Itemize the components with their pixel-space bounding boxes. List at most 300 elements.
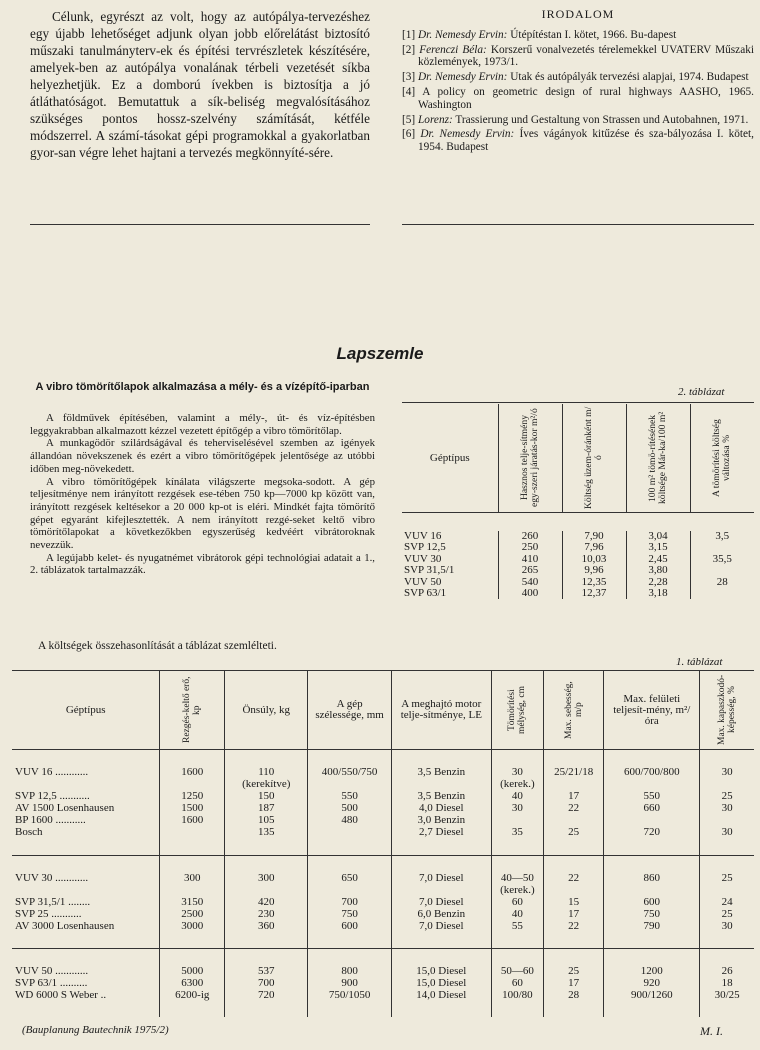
table1-row — [12, 965, 754, 977]
table1-cell-line: 900/1260 — [631, 989, 673, 1002]
table1-cell — [491, 965, 543, 977]
table1-cell — [391, 977, 491, 989]
table1-cell — [391, 989, 491, 1001]
table1-cell-line: 17 — [568, 977, 580, 990]
table1-cell-line: 480 — [341, 814, 358, 827]
article-paragraph: A földművek építésében, valamint a mély-, út- és víz-építésben leggyakrabban alkalmazott kézzel vezetett építőgép a vibro tömörítőlap. — [30, 412, 375, 437]
table1-cell — [12, 977, 160, 989]
table2-cell: 3,15 — [626, 542, 690, 553]
intro-paragraph: Célunk, egyrészt az volt, hogy az autópálya-tervezéshez egy újabb lehetőséget adjunk olyan jobb előrelátást biztosító műszaki tanulmányterv-ek és építési tervrészletek készítésére, amelyek-ben az autópálya vonalának térbeli vezetését síkba helyezhetjük. Ez a domború ívekben is biztosítja a jó átláthatóságot. Bemutattuk a sík-beliség megvalósításához szükséges pontos hossz-szelvény számítását, kétféle módszerrel. A számí-tásokat gépi programokkal a gyakorlatban gyor-san végre lehet hajtani a tervezés megkönnyíté-sére. — [30, 9, 370, 160]
ref-text: A policy on geometric design of rural highways AASHO, 1965. Washington — [418, 85, 754, 111]
table1-cell — [12, 920, 160, 932]
table1-cell — [491, 872, 543, 896]
table1-cell — [225, 766, 308, 790]
table1-cell — [391, 766, 491, 790]
table1-header-text: Tömörítési mélység, cm — [507, 686, 528, 735]
ref-text: Korszerű vonalvezetés térelemekkel UVATERV Műszaki közlemények, 1973/1. — [418, 43, 754, 69]
table1-cell — [12, 814, 160, 826]
table1-cell-line: (kerek.) — [500, 778, 535, 791]
table1-cell — [391, 896, 491, 908]
table1-cell-line: 105 — [258, 814, 275, 827]
table1-cell — [604, 965, 700, 977]
table1-cell-line: 24 — [721, 895, 733, 908]
table1-cell-line: 750 — [643, 907, 661, 920]
table1-cell — [543, 802, 603, 814]
table2-cell: 7,96 — [562, 542, 626, 553]
table1-cell — [308, 965, 391, 977]
table1-cell-line: 700 — [341, 895, 358, 908]
table2-cell: 3,80 — [626, 565, 690, 576]
table1-cell-line: 150 — [258, 790, 275, 803]
table1-cell — [604, 920, 700, 932]
table1-cell — [160, 814, 225, 826]
table1-cell-line: 22 — [568, 919, 580, 932]
table2-cell: 9,96 — [562, 565, 626, 576]
table1-cell-line: (kerek.) — [500, 883, 535, 896]
table1-cell-line: 1600 — [181, 766, 204, 778]
table1-cell-line: 26 — [721, 965, 733, 978]
table1-cell-line: 40—50 — [500, 871, 534, 884]
table1-cell — [225, 826, 308, 838]
table1-cell-line: 40 — [511, 907, 523, 920]
table1-cell — [160, 790, 225, 802]
table1-cell — [160, 802, 225, 814]
table1-cell-line: 30 — [721, 919, 733, 932]
table1-cell-line: 537 — [258, 965, 275, 978]
table1-cell — [543, 826, 603, 838]
table1-cell — [543, 965, 603, 977]
table1-cell-line: 30 — [511, 802, 523, 815]
table1-cell — [225, 790, 308, 802]
table1-cell — [700, 826, 754, 838]
table1-cell-line: 1500 — [181, 802, 204, 815]
table1-cell — [308, 802, 391, 814]
table1-cell — [225, 872, 308, 896]
ref-text: Trassierung und Gestaltung von Strassen und Autobahnen, 1971. — [455, 113, 749, 126]
table1-cell-line: 600/700/800 — [623, 766, 680, 778]
table2-row — [402, 554, 754, 565]
table1-cell — [491, 802, 543, 814]
table1-cell — [700, 814, 754, 826]
table1-cell-line: 135 — [258, 826, 275, 839]
table1-row — [12, 896, 754, 908]
table1-cell — [308, 908, 391, 920]
table2-row — [402, 588, 754, 599]
table1-cell-line: 500 — [341, 802, 358, 815]
table1-cell-line: 30 — [721, 802, 733, 815]
table1-cell — [491, 826, 543, 838]
article-title: A vibro tömörítőlapok alkalmazása a mély- és a vízépítő-iparban — [35, 381, 370, 393]
table1-cell — [225, 908, 308, 920]
ref-number: [6] — [402, 128, 416, 141]
table1-header: A gép szélessége, mm — [308, 671, 391, 750]
table1-cell — [160, 896, 225, 908]
table2-header — [498, 404, 562, 513]
table1-cell-line: 6300 — [181, 977, 204, 990]
table2-header-text: 100 m² tömö-rítésének költsége Már-ka/100 m² — [647, 411, 668, 505]
table1-row — [12, 814, 754, 826]
table1-cell — [12, 908, 160, 920]
table1-cell — [160, 826, 225, 838]
table2-row — [402, 531, 754, 542]
table1-cell — [391, 872, 491, 896]
table1-cell — [543, 920, 603, 932]
table2-cell: 260 — [498, 531, 562, 542]
table1-row — [12, 989, 754, 1001]
table1-cell — [543, 790, 603, 802]
table1-cell — [700, 766, 754, 790]
table2-header: Géptípus — [402, 404, 498, 513]
table1-cell-line: 15,0 Diesel — [416, 965, 467, 978]
table1-cell-line: 17 — [568, 790, 580, 803]
table1-cell-line: 25 — [721, 871, 733, 884]
table2-cell: 265 — [498, 565, 562, 576]
table1-cell-line: 400/550/750 — [321, 766, 378, 778]
table1-cell — [543, 977, 603, 989]
table1-spacer — [12, 949, 754, 966]
table1-row — [12, 790, 754, 802]
table1-cell-line: 22 — [568, 871, 580, 884]
table1-cell-line: 900 — [341, 977, 358, 990]
table2-cell: VUV 16 — [404, 530, 442, 542]
table2-cell: 28 — [690, 577, 754, 588]
table1-cell — [225, 977, 308, 989]
bibliography-ref — [402, 128, 754, 154]
table1-cell-line: 25 — [721, 907, 733, 920]
table1-cell-line: BP 1600 ........... — [15, 814, 86, 827]
table1-row — [12, 908, 754, 920]
table1-cell — [543, 896, 603, 908]
table1-cell-line: 420 — [258, 895, 275, 908]
table1-cell-line: 55 — [511, 919, 523, 932]
table1-row — [12, 977, 754, 989]
table2-cell: 3,5 — [690, 531, 754, 542]
table1-cell — [225, 920, 308, 932]
table1-cell-line: 14,0 Diesel — [416, 989, 467, 1002]
table1-cell-line: 550 — [341, 790, 358, 803]
table1-cell-line: 550 — [643, 790, 661, 803]
table1-cell — [700, 896, 754, 908]
table2-cell: SVP 31,5/1 — [404, 564, 455, 577]
ref-number: [1] — [402, 28, 416, 41]
table2-header — [626, 404, 690, 513]
table1-cell-line: 187 — [258, 802, 275, 815]
table1-cell — [604, 802, 700, 814]
table1-cell-line: 30/25 — [714, 989, 740, 1002]
table1-cell-line: 3,5 Benzin — [417, 790, 466, 803]
table1-cell-line: 920 — [643, 977, 661, 990]
table1-cell — [12, 766, 160, 790]
source-citation: (Bauplanung Bautechnik 1975/2) — [22, 1024, 169, 1036]
table1-cell-line: 25 — [721, 790, 733, 803]
table2-cell: 540 — [498, 577, 562, 588]
table1-cell-line: 600 — [643, 895, 661, 908]
table1-cell — [160, 766, 225, 790]
table1-cell — [391, 920, 491, 932]
table1-cell — [308, 920, 391, 932]
table1-row — [12, 872, 754, 896]
table1-cell — [391, 908, 491, 920]
table1-cell-line: SVP 25 ........... — [15, 907, 82, 920]
table2-cell: 12,35 — [562, 577, 626, 588]
table1-cell — [700, 790, 754, 802]
table1-spacer — [12, 839, 754, 856]
table1-cell — [604, 872, 700, 896]
table1-header-text: Max. sebesség, m/p — [563, 681, 584, 739]
table1-cell — [700, 965, 754, 977]
table1-cell-line: 3000 — [181, 919, 204, 932]
table2-cell: SVP 63/1 — [404, 587, 447, 600]
divider-right — [402, 224, 754, 225]
table1-cell-line: Bosch — [15, 826, 43, 839]
table1-cell — [604, 766, 700, 790]
table1-cell-line: 750/1050 — [328, 989, 371, 1002]
ref-number: [2] — [402, 43, 416, 56]
table2-header — [562, 404, 626, 513]
table1-cell — [160, 920, 225, 932]
table1-cell — [604, 790, 700, 802]
table2-cell: 3,04 — [626, 531, 690, 542]
ref-author: Dr. Nemesdy Ervin: — [420, 128, 515, 141]
table1-cell-line: 28 — [568, 989, 580, 1002]
bibliography-heading: IRODALOM — [541, 7, 615, 21]
table1-cell — [160, 908, 225, 920]
table1-cell — [12, 826, 160, 838]
table1-cell-line: VUV 30 ............ — [15, 871, 89, 884]
table2-caption: 2. táblázat — [678, 386, 725, 398]
table1-cell — [160, 872, 225, 896]
table1-cell-line: 600 — [341, 919, 358, 932]
table1-cell — [308, 826, 391, 838]
table2-cell — [690, 588, 754, 599]
table1-cell — [391, 965, 491, 977]
table1-cell — [308, 790, 391, 802]
ref-text: Útépítéstan I. kötet, 1966. Bu-dapest — [510, 28, 677, 41]
table1-cell — [491, 814, 543, 826]
table1-row — [12, 826, 754, 838]
table1-cell — [308, 896, 391, 908]
table1-cell — [12, 989, 160, 1001]
table1-cell-line: 6,0 Benzin — [417, 907, 466, 920]
table2-cell: 2,28 — [626, 577, 690, 588]
table1-cell — [225, 989, 308, 1001]
bibliography-ref — [402, 44, 754, 70]
table1-cell — [491, 989, 543, 1001]
table1-cell — [604, 814, 700, 826]
table1-cell-line: 25/21/18 — [554, 766, 594, 778]
table2-cell — [690, 565, 754, 576]
table2-cell: 3,18 — [626, 588, 690, 599]
table2-top-rule — [402, 402, 754, 403]
table2-cell: 250 — [498, 542, 562, 553]
table1-cell-line: 800 — [341, 965, 358, 978]
table1-cell-line: SVP 31,5/1 ........ — [15, 895, 91, 908]
ref-number: [3] — [402, 71, 416, 84]
table2-cell: 7,90 — [562, 531, 626, 542]
table1-header-text: Rezgés-keltő erő, kp — [182, 676, 203, 744]
table1-cell — [391, 802, 491, 814]
table1-cell — [160, 989, 225, 1001]
table1-cell-line: 2,7 Diesel — [419, 826, 464, 839]
table1-cell-line: 22 — [568, 802, 580, 815]
table1-cell-line: 17 — [568, 907, 580, 920]
table2-header-text: Költség üzem-óránként m/ó — [583, 406, 604, 510]
table1-cell-line: 5000 — [181, 965, 204, 978]
table1-cell — [700, 989, 754, 1001]
ref-author: Ferenczi Béla: — [419, 43, 487, 56]
table1-row — [12, 766, 754, 790]
table2-header-text: Hasznos telje-sítmény egy-szeri járatás-kor m²/ó — [519, 408, 540, 508]
table1-cell-line: 18 — [721, 977, 733, 990]
table1-cell-line: WD 6000 S Weber .. — [15, 989, 107, 1002]
table1-cell-line: 750 — [341, 907, 358, 920]
article-paragraph: A vibro tömörítőgépek kínálata világszerte megsoka-sodott. A gép teljesítménye nem irányított rezgések ese-tében 750 kp—7000 kp között van, irányított rezgések keltésekor a 20 000 kp-ot is eléri. Mindkét fajta tömörítő gépet egyaránt kifejlesztették. A nem irányított rezgé-seket keltő vibro tömörítőlapokat a következőkben egyszerűség kedvéért vibrátoroknak nevezzük. — [30, 475, 375, 552]
table1-cell-line: VUV 50 ............ — [15, 965, 89, 978]
table2-header-text: A tömörítési költség változása % — [711, 419, 733, 497]
table1-spacer — [12, 1001, 754, 1017]
table1-cell — [543, 908, 603, 920]
table1-cell — [543, 872, 603, 896]
table1-cell — [391, 826, 491, 838]
table1-cell-line: 25 — [568, 965, 580, 978]
table1-cell — [391, 790, 491, 802]
table1-header — [160, 671, 225, 750]
bibliography-ref — [402, 86, 754, 112]
table1-cell-line: 3,5 Benzin — [417, 766, 466, 778]
table1-cell — [491, 908, 543, 920]
table2-cell: 12,37 — [562, 588, 626, 599]
table1-cell-line: 790 — [643, 919, 661, 932]
table1-cell-line: VUV 16 ............ — [15, 766, 89, 778]
table1-cell-line: 30 — [721, 826, 733, 839]
table1-cell — [225, 802, 308, 814]
table-2 — [402, 404, 754, 599]
table1-cell — [700, 977, 754, 989]
table1-cell-line: 7,0 Diesel — [419, 871, 464, 884]
table1-header: A meghajtó motor telje-sítménye, LE — [391, 671, 491, 750]
table2-header — [690, 404, 754, 513]
table1-cell-line: 100/80 — [502, 989, 533, 1002]
table1-cell — [491, 920, 543, 932]
table1-cell-line: 25 — [568, 826, 580, 839]
table1-cell — [160, 977, 225, 989]
article-body — [30, 412, 375, 577]
ref-author: Dr. Nemesdy Ervin: — [418, 28, 508, 41]
bibliography-ref — [402, 29, 754, 42]
table2-cell: 35,5 — [690, 554, 754, 565]
table2-cell: 10,03 — [562, 554, 626, 565]
table1-cell-line: 660 — [643, 802, 661, 815]
bibliography-ref — [402, 71, 754, 84]
table1-cell — [491, 977, 543, 989]
table1-cell-line: SVP 12,5 ........... — [15, 790, 90, 803]
table1-header: Géptípus — [12, 671, 160, 750]
table2-row — [402, 565, 754, 576]
table1-cell — [391, 814, 491, 826]
table1-cell — [700, 872, 754, 896]
section-title: Lapszemle — [336, 344, 424, 363]
table1-cell — [308, 872, 391, 896]
author-initials: M. I. — [700, 1024, 723, 1038]
table1-cell-line: 6200-ig — [175, 989, 210, 1002]
table1-cell — [700, 908, 754, 920]
table1-cell-line: (kerekítve) — [242, 778, 291, 791]
table1-cell-line: 300 — [184, 871, 201, 884]
table1-cell-line: 700 — [258, 977, 275, 990]
table1-cell — [308, 989, 391, 1001]
table1-cell-line: 60 — [511, 977, 523, 990]
table1-cell — [491, 896, 543, 908]
table1-cell-line: SVP 63/1 .......... — [15, 977, 88, 990]
table1-cell — [700, 802, 754, 814]
table1-header — [700, 671, 754, 750]
ref-author: Lorenz: — [418, 113, 453, 126]
table1-cell-line: 1200 — [640, 965, 663, 978]
table1-cell-line: 1600 — [181, 814, 204, 827]
table1-cell — [604, 908, 700, 920]
comparison-sentence: A költségek összehasonlítását a táblázat szemlélteti. — [38, 640, 277, 652]
table2-cell: 400 — [498, 588, 562, 599]
table1-cell — [12, 802, 160, 814]
table1-cell-line: 30 — [721, 766, 733, 778]
table1-cell — [491, 790, 543, 802]
table1-cell-line: 7,0 Diesel — [419, 895, 464, 908]
table2-cell: 2,45 — [626, 554, 690, 565]
table1-cell — [604, 977, 700, 989]
table2-cell: VUV 30 — [404, 552, 442, 565]
table1-cell-line: 720 — [258, 989, 275, 1002]
bibliography-ref — [402, 114, 754, 127]
table1-cell-line: 1250 — [181, 790, 204, 803]
table1-cell-line: 40 — [511, 790, 523, 803]
table1-cell — [700, 920, 754, 932]
table1-cell — [225, 814, 308, 826]
table1-cell-line: 60 — [511, 895, 523, 908]
table1-row — [12, 920, 754, 932]
table1-cell-line: 30 — [511, 766, 523, 778]
table1-cell — [225, 896, 308, 908]
table1-cell — [491, 766, 543, 790]
table1-cell-line: 110 — [258, 766, 275, 778]
table1-cell-line: AV 1500 Losenhausen — [15, 802, 115, 815]
ref-text: Íves vágányok kitűzése és sza-bályozása I. kötet, 1954. Budapest — [418, 128, 755, 154]
table1-cell-line: 50—60 — [500, 965, 534, 978]
table1-cell — [12, 872, 160, 896]
table2-cell: SVP 12,5 — [404, 541, 446, 554]
ref-number: [5] — [402, 113, 416, 126]
table1-cell — [12, 790, 160, 802]
table1-cell-line: 300 — [258, 871, 275, 884]
table1-cell — [543, 989, 603, 1001]
table1-cell — [308, 814, 391, 826]
table1-header — [491, 671, 543, 750]
table1-cell — [604, 989, 700, 1001]
table1-header — [543, 671, 603, 750]
table2-row — [402, 577, 754, 588]
table1-header: Max. felületi teljesít-mény, m²/óra — [604, 671, 700, 750]
table1-cell-line: 230 — [258, 907, 275, 920]
table1-cell-line: 7,0 Diesel — [419, 919, 464, 932]
table1-cell — [543, 814, 603, 826]
table1-spacer — [12, 932, 754, 949]
table1-cell-line: 15 — [568, 895, 580, 908]
table1-cell — [12, 896, 160, 908]
ref-number: [4] — [402, 85, 416, 98]
table1-cell — [160, 965, 225, 977]
table1-cell-line: 720 — [643, 826, 661, 839]
ref-text: Utak és autópályák tervezési alapjai, 1974. Budapest — [510, 71, 749, 84]
table1-cell — [543, 766, 603, 790]
